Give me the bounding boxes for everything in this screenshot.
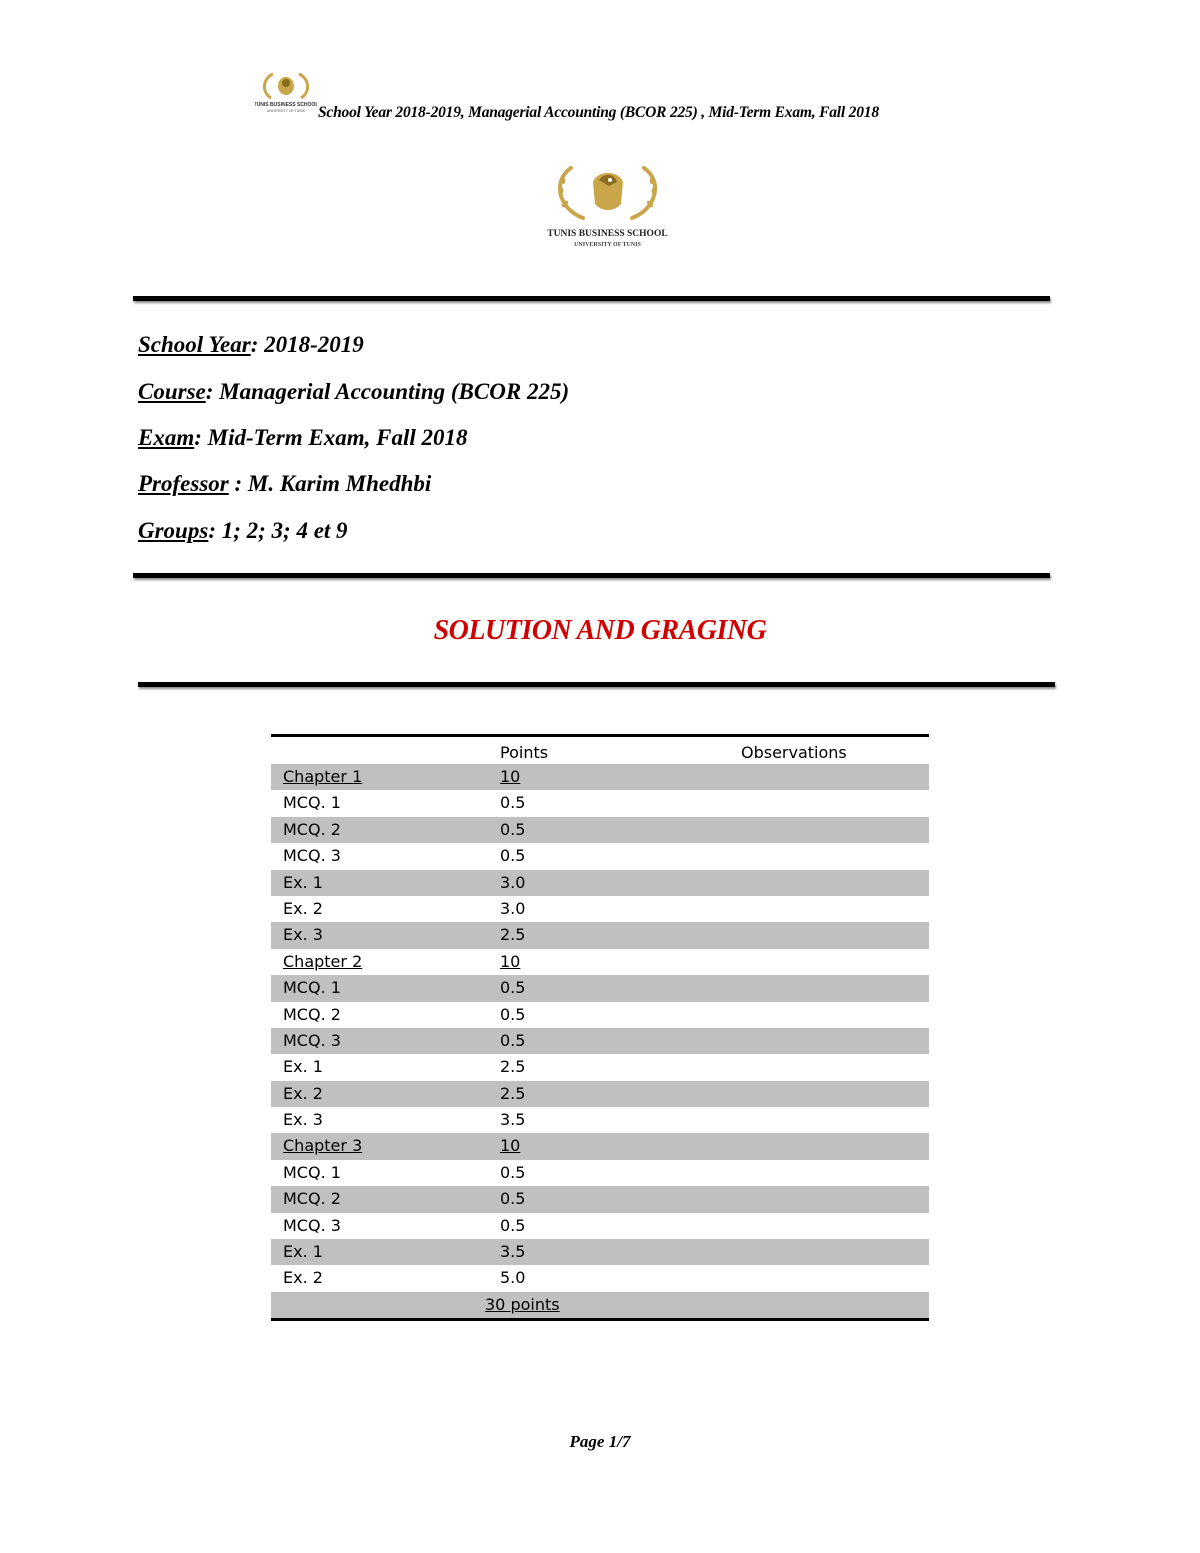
row-points: 10 bbox=[500, 1136, 521, 1156]
table-row bbox=[271, 1239, 929, 1265]
chapter-number: 2 bbox=[352, 951, 363, 971]
row-points: 2.5 bbox=[500, 1057, 526, 1077]
table-row bbox=[271, 1054, 929, 1080]
table-body bbox=[271, 764, 929, 1292]
page-number: Page 1/7 bbox=[569, 1432, 631, 1451]
chapter-row bbox=[271, 764, 929, 790]
row-label bbox=[283, 949, 362, 975]
course-value: : Managerial Accounting (BCOR 225) bbox=[205, 379, 570, 404]
table-row bbox=[271, 1107, 929, 1133]
groups-value: : 1; 2; 3; 4 et 9 bbox=[208, 518, 348, 543]
row-label: Ex. 3 bbox=[283, 1110, 323, 1130]
table-row bbox=[271, 1160, 929, 1186]
professor-line bbox=[138, 471, 431, 497]
row-label: MCQ. 2 bbox=[283, 819, 341, 839]
row-points: 10 bbox=[500, 951, 521, 971]
row-label: MCQ. 3 bbox=[283, 846, 341, 866]
exam-line bbox=[138, 425, 467, 451]
groups-label: Groups bbox=[138, 518, 209, 543]
row-points: 0.5 bbox=[500, 819, 526, 839]
grading-table bbox=[271, 734, 929, 1321]
chapter-label: Chapter bbox=[283, 767, 353, 786]
row-label: MCQ. 2 bbox=[283, 1189, 341, 1209]
chapter-row bbox=[271, 949, 929, 975]
school-year-value: : 2018-2019 bbox=[250, 332, 364, 357]
table-row bbox=[271, 922, 929, 948]
row-points: 3.5 bbox=[500, 1242, 526, 1262]
chapter-label: Chapter bbox=[283, 951, 353, 971]
professor-label: Professor bbox=[138, 471, 229, 496]
total-points: 30 points bbox=[485, 1294, 560, 1314]
table-row bbox=[271, 843, 929, 869]
chapter-label: Chapter bbox=[283, 1136, 353, 1156]
exam-value: : Mid-Term Exam, Fall 2018 bbox=[194, 425, 468, 450]
page-title: SOLUTION AND GRAGING bbox=[433, 615, 767, 646]
row-points: 5.0 bbox=[500, 1268, 526, 1288]
table-row bbox=[271, 1028, 929, 1054]
table-row bbox=[271, 896, 929, 922]
row-label bbox=[283, 764, 362, 790]
row-label: MCQ. 3 bbox=[283, 1030, 341, 1050]
row-label: Ex. 1 bbox=[283, 872, 323, 892]
exam-label: Exam bbox=[138, 425, 195, 450]
row-points: 0.5 bbox=[500, 1215, 526, 1235]
table-row bbox=[271, 870, 929, 896]
row-points: 3.0 bbox=[500, 872, 526, 892]
logo-line1: TUNIS BUSINESS SCHOOL bbox=[547, 229, 668, 239]
header-observations: Observations bbox=[741, 743, 847, 762]
row-points: 2.5 bbox=[500, 1083, 526, 1103]
table-total-row bbox=[271, 1292, 929, 1318]
school-year-label: School Year bbox=[138, 332, 251, 357]
row-label: MCQ. 1 bbox=[283, 1162, 341, 1182]
table-row bbox=[271, 975, 929, 1001]
row-label: Ex. 1 bbox=[283, 1242, 323, 1262]
row-label: Ex. 2 bbox=[283, 1268, 323, 1288]
header-logo-line1: TUNIS BUSINESS SCHOOL bbox=[255, 102, 317, 108]
row-label: MCQ. 2 bbox=[283, 1004, 341, 1024]
header-logo-line2: UNIVERSITY OF TUNIS bbox=[266, 109, 306, 113]
chapter-number: 3 bbox=[352, 1136, 363, 1156]
row-points: 3.5 bbox=[500, 1110, 526, 1130]
table-row bbox=[271, 1186, 929, 1212]
row-points: 0.5 bbox=[500, 1004, 526, 1024]
row-label: Ex. 2 bbox=[283, 1083, 323, 1103]
divider-bottom bbox=[138, 682, 1055, 687]
divider-middle bbox=[133, 573, 1050, 578]
professor-value: : M. Karim Mhedhbi bbox=[228, 471, 432, 496]
course-line bbox=[138, 379, 569, 405]
course-label: Course bbox=[138, 379, 206, 404]
table-row bbox=[271, 1265, 929, 1291]
row-points: 3.0 bbox=[500, 898, 526, 918]
row-points: 0.5 bbox=[500, 1189, 526, 1209]
table-row bbox=[271, 817, 929, 843]
table-row bbox=[271, 1213, 929, 1239]
header-logo bbox=[255, 68, 317, 114]
row-points: 0.5 bbox=[500, 978, 526, 998]
row-points: 0.5 bbox=[500, 1162, 526, 1182]
row-points: 2.5 bbox=[500, 925, 526, 945]
table-row bbox=[271, 1002, 929, 1028]
row-label: Ex. 1 bbox=[283, 1057, 323, 1077]
row-points: 10 bbox=[500, 767, 521, 786]
chapter-number: 1 bbox=[352, 767, 363, 786]
school-year-line bbox=[138, 332, 364, 358]
table-header-row bbox=[271, 737, 929, 764]
row-label: Ex. 3 bbox=[283, 925, 323, 945]
row-points: 0.5 bbox=[500, 1030, 526, 1050]
header-points: Points bbox=[500, 743, 549, 762]
row-label bbox=[283, 1133, 362, 1159]
row-points: 0.5 bbox=[500, 793, 526, 813]
table-row bbox=[271, 790, 929, 816]
groups-line bbox=[138, 518, 348, 544]
logo-line2: UNIVERSITY OF TUNIS bbox=[574, 242, 641, 248]
row-label: MCQ. 1 bbox=[283, 978, 341, 998]
running-header: School Year 2018-2019, Managerial Accounting (BCOR 225) , Mid-Term Exam, Fall 2018 bbox=[318, 104, 879, 121]
table-bottom-border bbox=[271, 1318, 929, 1321]
divider-top bbox=[133, 296, 1050, 301]
row-points: 0.5 bbox=[500, 846, 526, 866]
school-logo bbox=[535, 160, 680, 250]
row-label: Ex. 2 bbox=[283, 898, 323, 918]
row-label: MCQ. 1 bbox=[283, 793, 341, 813]
table-row bbox=[271, 1081, 929, 1107]
chapter-row bbox=[271, 1133, 929, 1159]
row-label: MCQ. 3 bbox=[283, 1215, 341, 1235]
